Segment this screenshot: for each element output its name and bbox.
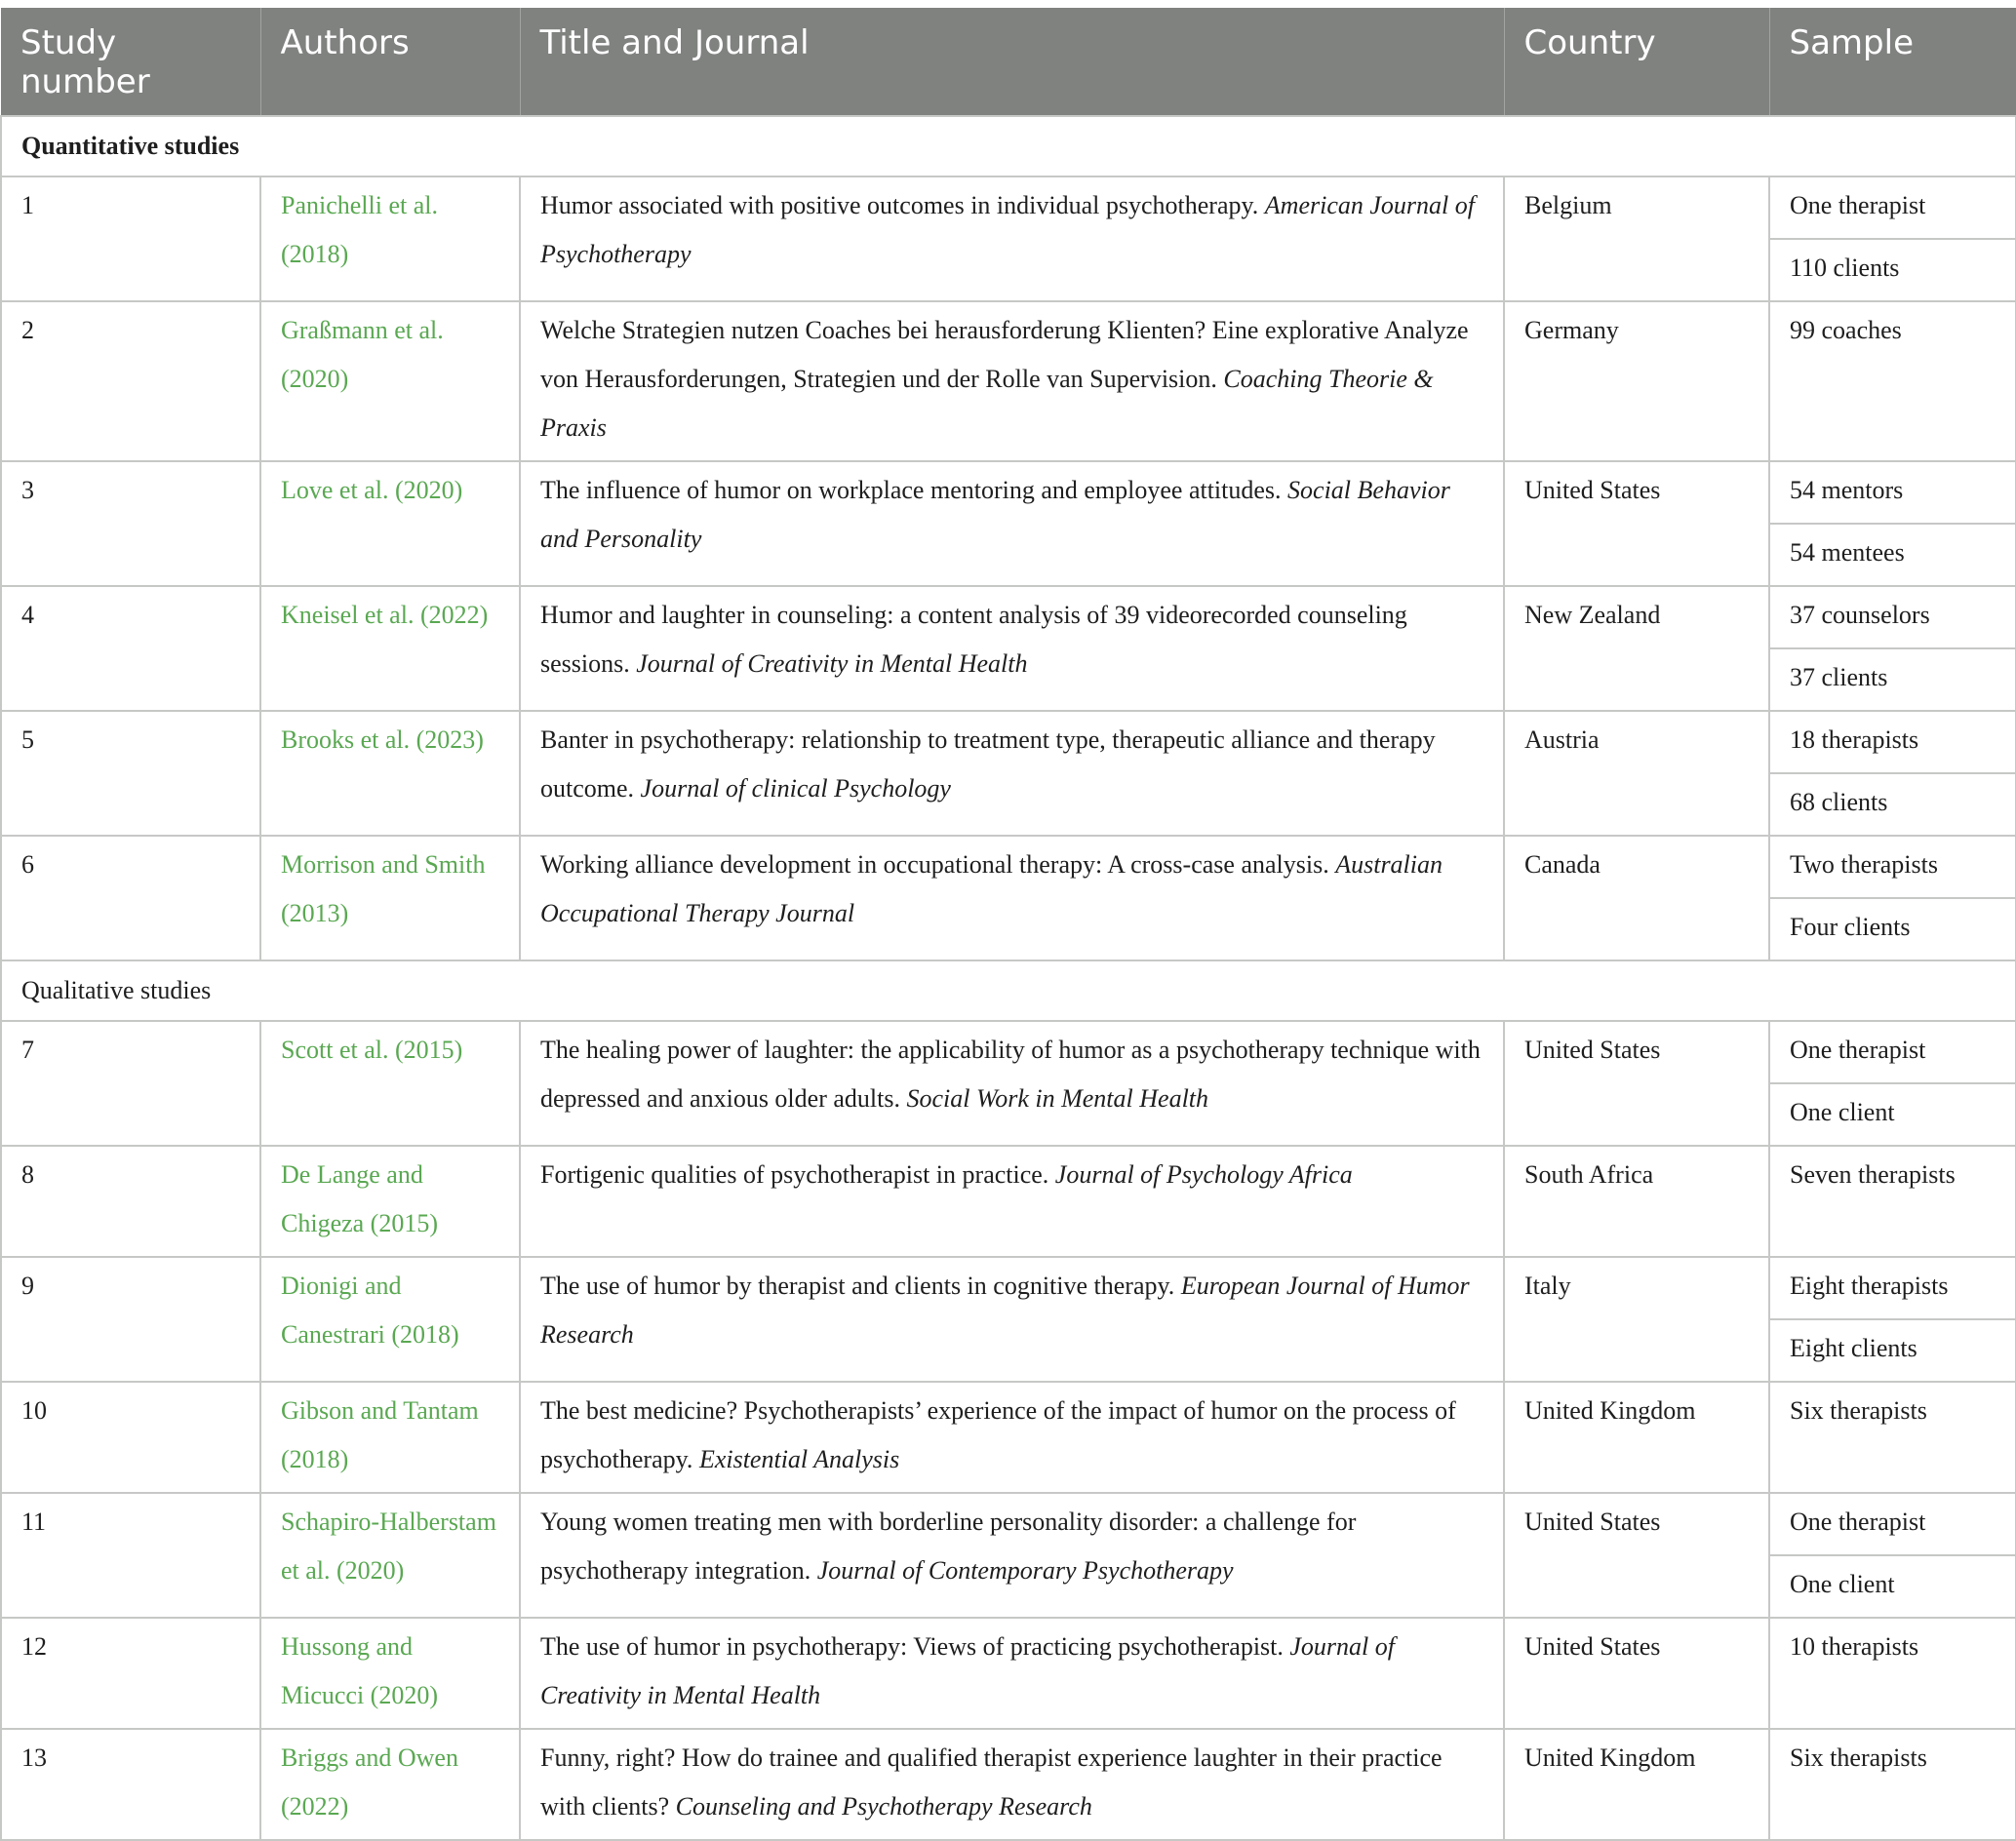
sample-item: 68 clients <box>1770 772 2015 835</box>
title-journal-cell <box>520 1021 1504 1146</box>
study-number-cell: 9 <box>1 1257 260 1382</box>
header-authors-label: Authors <box>280 23 410 62</box>
table-row <box>1 1021 2016 1146</box>
authors-link[interactable]: Scott et al. (2015) <box>260 1021 520 1146</box>
journal-name: Australian Occupational Therapy Journal <box>540 850 1443 927</box>
country-cell: New Zealand <box>1504 586 1769 711</box>
table-row <box>1 301 2016 461</box>
country-cell: United States <box>1504 1618 1769 1729</box>
section-row <box>1 116 2016 176</box>
sample-item: Eight therapists <box>1790 1272 1949 1300</box>
authors-link[interactable]: De Lange and Chigeza (2015) <box>260 1146 520 1257</box>
authors-link[interactable]: Gibson and Tantam (2018) <box>260 1382 520 1493</box>
sample-item: Two therapists <box>1790 850 1938 879</box>
studies-table <box>0 8 2016 1841</box>
sample-cell <box>1769 711 2016 836</box>
header-row <box>1 8 2016 116</box>
authors-link[interactable]: Graßmann et al. (2020) <box>260 301 520 461</box>
journal-name: Journal of Creativity in Mental Health <box>636 649 1028 678</box>
sample-cell <box>1769 1257 2016 1382</box>
sample-cell <box>1769 586 2016 711</box>
paper-title: Working alliance development in occupational therapy: A cross-case analysis. <box>540 850 1329 879</box>
paper-title: The influence of humor on workplace mentoring and employee attitudes. <box>540 476 1282 504</box>
study-number-cell: 6 <box>1 836 260 960</box>
table-row <box>1 461 2016 586</box>
sample-item: Eight clients <box>1770 1318 2015 1381</box>
authors-link[interactable]: Panichelli et al. (2018) <box>260 176 520 301</box>
study-number-cell: 11 <box>1 1493 260 1618</box>
sample-cell <box>1769 176 2016 301</box>
paper-title: Humor and laughter in counseling: a content analysis of 39 videorecorded counseling sessions. <box>540 601 1407 678</box>
journal-name: Counseling and Psychotherapy Research <box>675 1792 1092 1821</box>
title-journal-cell <box>520 586 1504 711</box>
journal-name: Journal of Creativity in Mental Health <box>540 1632 1395 1709</box>
authors-link[interactable]: Briggs and Owen (2022) <box>260 1729 520 1840</box>
paper-title: Young women treating men with borderline personality disorder: a challenge for psychotherapy integration. <box>540 1508 1357 1585</box>
section-row <box>1 960 2016 1021</box>
country-cell: United States <box>1504 1021 1769 1146</box>
journal-name: Journal of clinical Psychology <box>640 774 951 803</box>
title-journal-cell <box>520 301 1504 461</box>
country-cell: South Africa <box>1504 1146 1769 1257</box>
paper-title: The best medicine? Psychotherapists’ experience of the impact of humor on the process of psychotherapy. <box>540 1396 1456 1473</box>
title-journal-cell <box>520 1618 1504 1729</box>
study-number-cell: 4 <box>1 586 260 711</box>
authors-link[interactable]: Morrison and Smith (2013) <box>260 836 520 960</box>
table-row <box>1 1382 2016 1493</box>
journal-name: Existential Analysis <box>698 1445 900 1473</box>
study-number-cell: 7 <box>1 1021 260 1146</box>
title-journal-cell <box>520 1729 1504 1840</box>
sample-cell <box>1769 301 2016 461</box>
header-sample <box>1769 8 2016 116</box>
journal-name: Social Work in Mental Health <box>906 1084 1209 1113</box>
title-journal-cell <box>520 176 1504 301</box>
sample-item: 10 therapists <box>1790 1632 1919 1661</box>
authors-link[interactable]: Brooks et al. (2023) <box>260 711 520 836</box>
journal-name: Coaching Theorie & Praxis <box>540 365 1434 442</box>
authors-link[interactable]: Hussong and Micucci (2020) <box>260 1618 520 1729</box>
sample-cell <box>1769 1729 2016 1840</box>
paper-title: The use of humor by therapist and clients in cognitive therapy. <box>540 1272 1175 1300</box>
sample-item: One client <box>1770 1082 2015 1145</box>
country-cell: Germany <box>1504 301 1769 461</box>
country-cell: Canada <box>1504 836 1769 960</box>
sample-item: 37 counselors <box>1790 601 1930 629</box>
sample-cell <box>1769 1382 2016 1493</box>
sample-cell <box>1769 461 2016 586</box>
studies-table-container <box>0 8 2016 1841</box>
header-title-journal-label: Title and Journal <box>539 23 810 62</box>
paper-title: Banter in psychotherapy: relationship to treatment type, therapeutic alliance and therapy outcome. <box>540 725 1436 803</box>
sample-item: 54 mentees <box>1770 523 2015 585</box>
sample-cell <box>1769 836 2016 960</box>
table-row <box>1 836 2016 960</box>
paper-title: The use of humor in psychotherapy: Views of practicing psychotherapist. <box>540 1632 1284 1661</box>
table-row <box>1 1146 2016 1257</box>
country-cell: United Kingdom <box>1504 1729 1769 1840</box>
table-row <box>1 1729 2016 1840</box>
table-row <box>1 1493 2016 1618</box>
title-journal-cell <box>520 1146 1504 1257</box>
country-cell: Belgium <box>1504 176 1769 301</box>
authors-link[interactable]: Kneisel et al. (2022) <box>260 586 520 711</box>
sample-cell <box>1769 1618 2016 1729</box>
sample-item: 99 coaches <box>1790 316 1902 344</box>
study-number-cell: 13 <box>1 1729 260 1840</box>
title-journal-cell <box>520 836 1504 960</box>
header-study-number <box>1 8 260 116</box>
country-cell: United States <box>1504 1493 1769 1618</box>
journal-name: Journal of Psychology Africa <box>1054 1160 1353 1189</box>
sample-item: One therapist <box>1790 191 1926 219</box>
journal-name: European Journal of Humor Research <box>540 1272 1470 1349</box>
table-row <box>1 1257 2016 1382</box>
title-journal-cell <box>520 461 1504 586</box>
sample-cell <box>1769 1493 2016 1618</box>
header-country-label: Country <box>1523 23 1656 62</box>
sample-item: 18 therapists <box>1790 725 1919 754</box>
header-study-number-label: Study number <box>20 23 150 101</box>
study-number-cell: 3 <box>1 461 260 586</box>
sample-item: 110 clients <box>1770 238 2015 300</box>
journal-name: Social Behavior and Personality <box>540 476 1450 553</box>
sample-item: Six therapists <box>1790 1396 1927 1425</box>
title-journal-cell <box>520 1493 1504 1618</box>
study-number-cell: 8 <box>1 1146 260 1257</box>
sample-item: 54 mentors <box>1790 476 1904 504</box>
journal-name: American Journal of Psychotherapy <box>540 191 1475 268</box>
table-header <box>1 8 2016 116</box>
title-journal-cell <box>520 1257 1504 1382</box>
table-row <box>1 176 2016 301</box>
header-title-journal <box>520 8 1504 116</box>
sample-item: Six therapists <box>1790 1743 1927 1772</box>
title-journal-cell <box>520 1382 1504 1493</box>
title-journal-cell <box>520 711 1504 836</box>
authors-link[interactable]: Schapiro-Halberstam et al. (2020) <box>260 1493 520 1618</box>
sample-item: Four clients <box>1770 897 2015 960</box>
table-row <box>1 586 2016 711</box>
sample-cell <box>1769 1146 2016 1257</box>
journal-name: Journal of Contemporary Psychotherapy <box>816 1556 1234 1585</box>
paper-title: The healing power of laughter: the applicability of humor as a psychotherapy technique with depressed and anxious older adults. <box>540 1036 1481 1113</box>
country-cell: Austria <box>1504 711 1769 836</box>
country-cell: Italy <box>1504 1257 1769 1382</box>
study-number-cell: 1 <box>1 176 260 301</box>
authors-link[interactable]: Dionigi and Canestrari (2018) <box>260 1257 520 1382</box>
authors-link[interactable]: Love et al. (2020) <box>260 461 520 586</box>
sample-item: One therapist <box>1790 1036 1926 1064</box>
sample-item: One client <box>1770 1554 2015 1617</box>
study-number-cell: 2 <box>1 301 260 461</box>
country-cell: United Kingdom <box>1504 1382 1769 1493</box>
study-number-cell: 12 <box>1 1618 260 1729</box>
section-label: Qualitative studies <box>1 960 2016 1021</box>
sample-item: 37 clients <box>1770 647 2015 710</box>
table-body <box>1 116 2016 1840</box>
sample-item: Seven therapists <box>1790 1160 1956 1189</box>
header-authors <box>260 8 520 116</box>
table-row <box>1 711 2016 836</box>
sample-item: One therapist <box>1790 1508 1926 1536</box>
header-country <box>1504 8 1769 116</box>
country-cell: United States <box>1504 461 1769 586</box>
section-label: Quantitative studies <box>1 116 2016 176</box>
study-number-cell: 5 <box>1 711 260 836</box>
sample-cell <box>1769 1021 2016 1146</box>
table-row <box>1 1618 2016 1729</box>
paper-title: Welche Strategien nutzen Coaches bei herausforderung Klienten? Eine explorative Analyze von Herausforderungen, Strategien und der Rolle van Supervision. <box>540 316 1469 393</box>
paper-title: Humor associated with positive outcomes in individual psychotherapy. <box>540 191 1259 219</box>
paper-title: Fortigenic qualities of psychotherapist in practice. <box>540 1160 1049 1189</box>
study-number-cell: 10 <box>1 1382 260 1493</box>
paper-title: Funny, right? How do trainee and qualified therapist experience laughter in their practice with clients? <box>540 1743 1443 1821</box>
header-sample-label: Sample <box>1789 23 1914 62</box>
